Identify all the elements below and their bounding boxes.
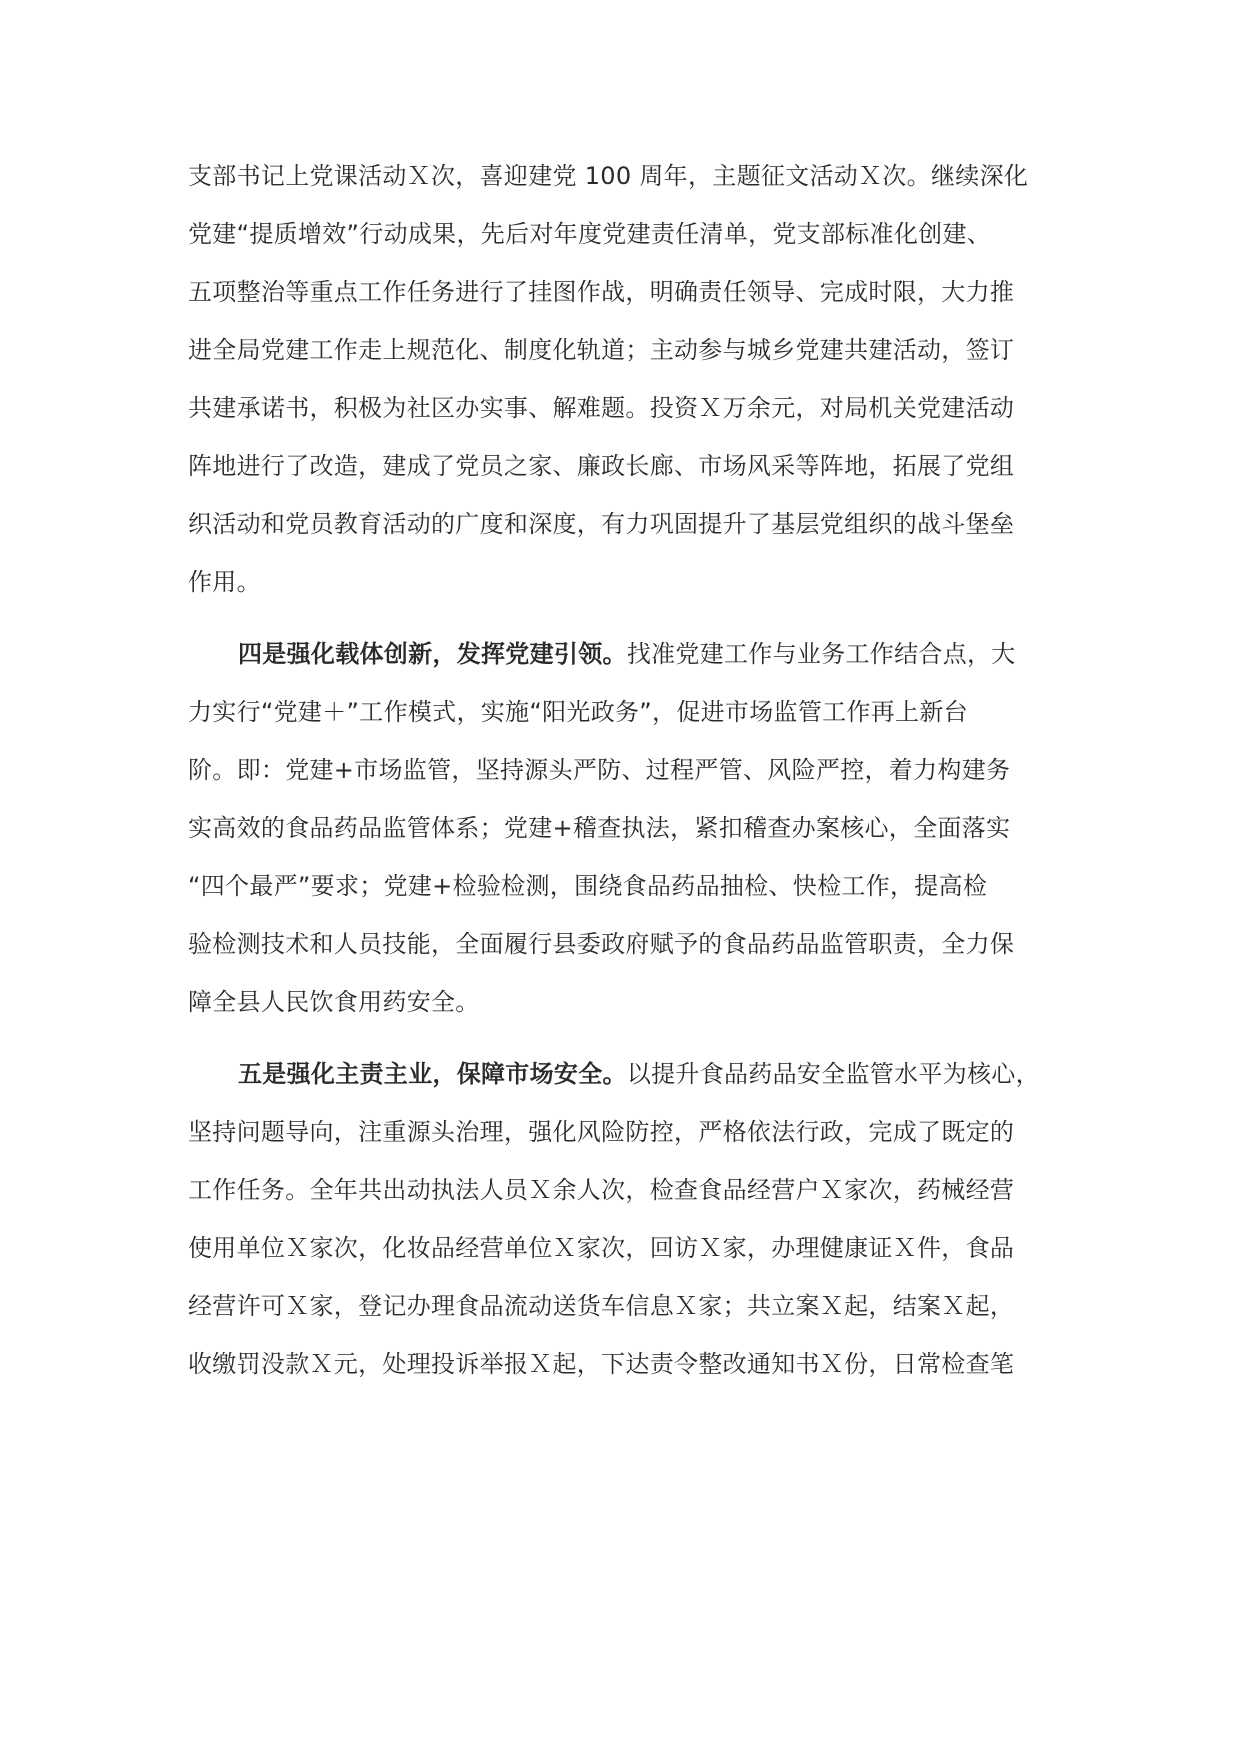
text-line: 五项整治等重点工作任务进行了挂图作战，明确责任领导、完成时限，大力推: [188, 278, 1015, 306]
text-line: 收缴罚没款Ｘ元，处理投诉举报Ｘ起，下达责令整改通知书Ｘ份，日常检查笔: [188, 1350, 1015, 1378]
text-line: 支部书记上党课活动Ｘ次，喜迎建党 100 周年，主题征文活动Ｘ次。继续深化: [188, 162, 1029, 190]
paragraph-first-line: [238, 1058, 1040, 1090]
paragraph-first-line: [238, 638, 1016, 670]
text-line: 进全局党建工作走上规范化、制度化轨道；主动参与城乡党建共建活动，签订: [188, 336, 1015, 364]
text-line: 党建“提质增效”行动成果，先后对年度党建责任清单，党支部标准化创建、: [188, 220, 992, 248]
text-line: 使用单位Ｘ家次，化妆品经营单位Ｘ家次，回访Ｘ家，办理健康证Ｘ件，食品: [188, 1234, 1015, 1262]
text-line: “四个最严”要求；党建+检验检测，围绕食品药品抽检、快检工作，提高检: [188, 872, 988, 900]
text-line: 阶。即：党建+市场监管，坚持源头严防、过程严管、风险严控，着力构建务: [188, 756, 1011, 784]
paragraph-text: 以提升食品药品安全监管水平为核心，: [626, 1060, 1040, 1088]
text-line: 力实行“党建＋”工作模式，实施“阳光政务”，促进市场监管工作再上新台: [188, 698, 968, 726]
paragraph-heading: 四是强化载体创新，发挥党建引领。: [238, 640, 627, 668]
text-line: 实高效的食品药品监管体系；党建+稽查执法，紧扣稽查办案核心，全面落实: [188, 814, 1011, 842]
text-line: 共建承诺书，积极为社区办实事、解难题。投资Ｘ万余元，对局机关党建活动: [188, 394, 1015, 422]
text-line: 障全县人民饮食用药安全。: [188, 988, 480, 1016]
text-line: 织活动和党员教育活动的广度和深度，有力巩固提升了基层党组织的战斗堡垒: [188, 510, 1015, 538]
paragraph-text: 找准党建工作与业务工作结合点，大: [626, 640, 1016, 668]
paragraph-heading: 五是强化主责主业，保障市场安全。: [238, 1060, 627, 1088]
text-line: 工作任务。全年共出动执法人员Ｘ余人次，检查食品经营户Ｘ家次，药械经营: [188, 1176, 1015, 1204]
text-line: 坚持问题导向，注重源头治理，强化风险防控，严格依法行政，完成了既定的: [188, 1118, 1015, 1146]
text-line: 作用。: [188, 568, 261, 596]
text-line: 阵地进行了改造，建成了党员之家、廉政长廊、市场风采等阵地，拓展了党组: [188, 452, 1015, 480]
text-line: 验检测技术和人员技能，全面履行县委政府赋予的食品药品监管职责，全力保: [188, 930, 1015, 958]
text-line: 经营许可Ｘ家，登记办理食品流动送货车信息Ｘ家；共立案Ｘ起，结案Ｘ起，: [188, 1292, 1015, 1320]
